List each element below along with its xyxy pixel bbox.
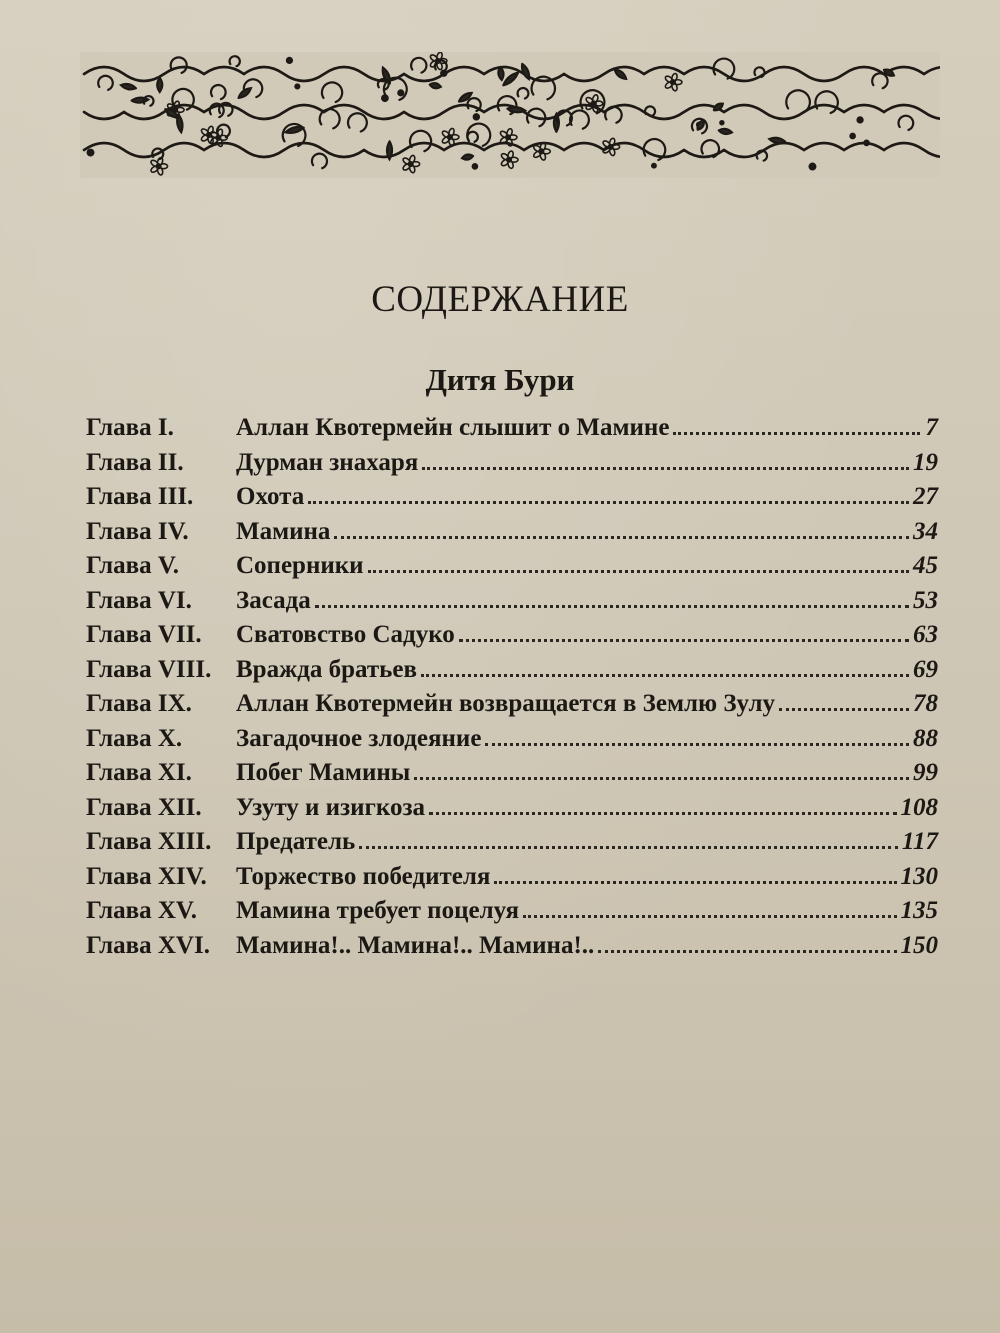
chapter-title: Загадочное злодеяние bbox=[236, 724, 482, 752]
chapter-number: Глава V. bbox=[86, 552, 179, 579]
chapter-title: Мамина bbox=[236, 517, 331, 545]
toc-entry bbox=[86, 863, 938, 898]
chapter-title: Предатель bbox=[236, 828, 356, 855]
dot-leader bbox=[414, 777, 909, 780]
dot-leader bbox=[523, 915, 896, 918]
dot-leader bbox=[673, 432, 920, 435]
toc-entry bbox=[86, 828, 938, 863]
dot-leader bbox=[421, 674, 909, 677]
dot-leader bbox=[359, 846, 898, 849]
page-number: 99 bbox=[913, 759, 938, 786]
toc-entry bbox=[86, 587, 938, 622]
section-title: Дитя Бури bbox=[425, 362, 575, 397]
chapter-number: Глава IV. bbox=[86, 517, 189, 545]
chapter-number: Глава II. bbox=[86, 448, 184, 476]
chapter-title: Мамина!.. Мамина!.. Мамина!.. bbox=[236, 931, 595, 959]
chapter-number: Глава X. bbox=[86, 724, 183, 752]
toc-entry bbox=[86, 897, 938, 932]
dot-leader bbox=[779, 708, 909, 711]
page-number: 53 bbox=[913, 586, 938, 614]
page-number: 108 bbox=[900, 793, 938, 821]
floral-ornament-header bbox=[80, 52, 940, 178]
chapter-number: Глава VIII. bbox=[86, 655, 212, 683]
dot-leader bbox=[368, 570, 909, 573]
toc-entry bbox=[86, 483, 938, 518]
chapter-title: Охота bbox=[236, 483, 305, 510]
page-title: СОДЕРЖАНИЕ bbox=[371, 279, 629, 320]
toc-entry bbox=[86, 794, 938, 829]
chapter-number: Глава IX. bbox=[86, 690, 192, 717]
chapter-title: Торжество победителя bbox=[236, 862, 491, 890]
chapter-number: Глава XIII. bbox=[86, 828, 212, 855]
chapter-title: Сватовство Садуко bbox=[236, 621, 455, 648]
page-number: 7 bbox=[925, 414, 938, 441]
chapter-number: Глава III. bbox=[86, 483, 194, 510]
chapter-title: Аллан Квотермейн слышит о Мамине bbox=[236, 414, 670, 441]
dot-leader bbox=[308, 501, 909, 504]
chapter-number: Глава XII. bbox=[86, 793, 202, 821]
chapter-title: Побег Мамины bbox=[236, 759, 411, 786]
page-number: 117 bbox=[901, 828, 938, 855]
page-number: 150 bbox=[900, 931, 938, 959]
toc-entry bbox=[86, 449, 938, 484]
chapter-title: Узуту и изигкоза bbox=[236, 793, 426, 821]
page-number: 27 bbox=[913, 483, 938, 510]
chapter-title: Аллан Квотермейн возвращается в Землю Зулу bbox=[236, 690, 775, 717]
dot-leader bbox=[494, 881, 896, 884]
chapter-number: Глава XV. bbox=[86, 897, 197, 924]
table-of-contents bbox=[86, 414, 938, 966]
toc-entry bbox=[86, 725, 938, 760]
page-number: 69 bbox=[913, 655, 938, 683]
chapter-title: Вражда братьев bbox=[236, 655, 417, 683]
toc-entry bbox=[86, 621, 938, 656]
chapter-title: Мамина требует поцелуя bbox=[236, 897, 520, 924]
dot-leader bbox=[459, 639, 909, 642]
page-number: 88 bbox=[913, 724, 938, 752]
page-number: 45 bbox=[913, 552, 938, 579]
chapter-title: Дурман знахаря bbox=[236, 448, 419, 476]
page-number: 19 bbox=[913, 448, 938, 476]
toc-entry bbox=[86, 414, 938, 449]
chapter-number: Глава XIV. bbox=[86, 862, 207, 890]
chapter-title: Соперники bbox=[236, 552, 364, 579]
toc-entry bbox=[86, 518, 938, 553]
page-number: 135 bbox=[900, 897, 938, 924]
chapter-number: Глава XI. bbox=[86, 759, 192, 786]
toc-entry bbox=[86, 656, 938, 691]
page-number: 63 bbox=[913, 621, 938, 648]
dot-leader bbox=[429, 812, 896, 815]
chapter-number: Глава I. bbox=[86, 414, 174, 441]
chapter-number: Глава VI. bbox=[86, 586, 192, 614]
chapter-title: Засада bbox=[236, 586, 311, 614]
toc-entry bbox=[86, 552, 938, 587]
chapter-number: Глава VII. bbox=[86, 621, 202, 648]
toc-entry bbox=[86, 690, 938, 725]
page-number: 78 bbox=[913, 690, 938, 717]
dot-leader bbox=[422, 467, 909, 470]
chapter-number: Глава XVI. bbox=[86, 931, 210, 959]
dot-leader bbox=[334, 536, 909, 539]
toc-entry bbox=[86, 759, 938, 794]
dot-leader bbox=[598, 950, 896, 953]
page-number: 130 bbox=[900, 862, 938, 890]
toc-entry bbox=[86, 932, 938, 967]
page-number: 34 bbox=[913, 517, 938, 545]
dot-leader bbox=[315, 605, 909, 608]
dot-leader bbox=[485, 743, 909, 746]
